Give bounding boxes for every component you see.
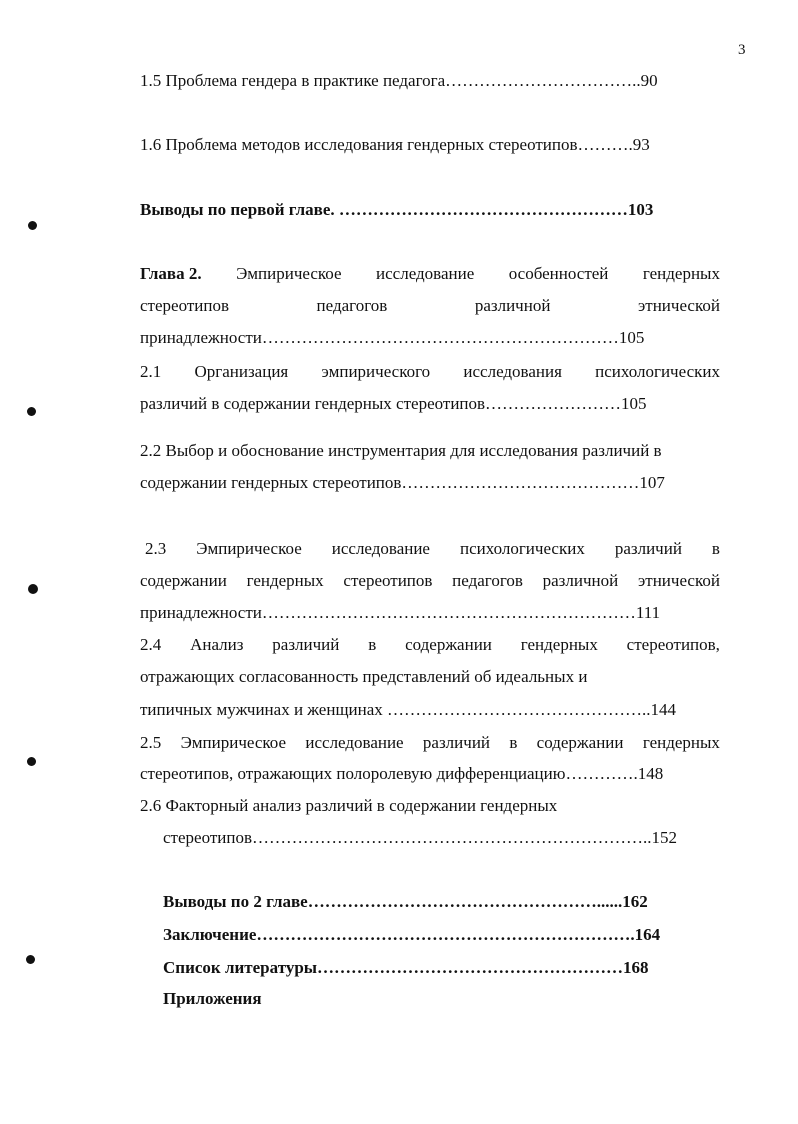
toc-entry-2-6-line2: стереотипов……………………………………………………………..152 — [163, 828, 677, 847]
page-number: 3 — [738, 42, 746, 58]
toc-entry-2-5-line1: 2.5 Эмпирическое исследование различий в содержании гендерных — [140, 733, 720, 752]
binding-hole — [28, 221, 37, 230]
toc-conclusions-ch1: Выводы по первой главе. ……………………………………………103 — [140, 200, 654, 219]
binding-hole — [26, 955, 35, 964]
toc-conclusion: Заключение………………………………………………………….164 — [163, 925, 661, 944]
toc-entry-2-4-line1: 2.4 Анализ различий в содержании гендерных стереотипов, — [140, 635, 720, 654]
toc-entry-2-3-line3: принадлежности…………………………………………………………111 — [140, 603, 661, 622]
toc-entry-2-6-line1: 2.6 Факторный анализ различий в содержании гендерных — [140, 796, 558, 815]
toc-conclusions-ch2: Выводы по 2 главе……………………………………………......162 — [163, 892, 648, 911]
toc-entry-2-3-line1: 2.3 Эмпирическое исследование психологических различий в — [145, 539, 720, 558]
binding-hole — [28, 584, 38, 594]
toc-chapter-2-line3: принадлежности………………………………………………………105 — [140, 328, 645, 347]
toc-entry-1-6: 1.6 Проблема методов исследования гендерных стереотипов……….93 — [140, 135, 650, 154]
toc-entry-2-3-line2: содержании гендерных стереотипов педагогов различной этнической — [140, 571, 720, 590]
toc-chapter-2-line2: стереотипов педагогов различной этнической — [140, 296, 720, 315]
toc-appendices: Приложения — [163, 989, 262, 1008]
toc-entry-2-2-line1: 2.2 Выбор и обоснование инструментария для исследования различий в — [140, 441, 662, 460]
toc-chapter-2-line1: Глава 2. Эмпирическое исследование особенностей гендерных — [140, 264, 720, 283]
toc-entry-2-5-line2: стереотипов, отражающих полоролевую дифференциацию………….148 — [140, 764, 664, 783]
toc-entry-1-5: 1.5 Проблема гендера в практике педагога……………………………..90 — [140, 71, 658, 90]
toc-entry-2-4-line2: отражающих согласованность представлений об идеальных и — [140, 667, 588, 686]
binding-hole — [27, 407, 36, 416]
toc-entry-2-4-line3: типичных мужчинах и женщинах ………………………………………..144 — [140, 700, 677, 719]
toc-references: Список литературы………………………………………………168 — [163, 958, 649, 977]
toc-entry-2-1-line1: 2.1 Организация эмпирического исследования психологических — [140, 362, 720, 381]
toc-entry-2-1-line2: различий в содержании гендерных стереотипов……………………105 — [140, 394, 647, 413]
binding-hole — [27, 757, 36, 766]
toc-entry-2-2-line2: содержании гендерных стереотипов……………………………………107 — [140, 473, 665, 492]
